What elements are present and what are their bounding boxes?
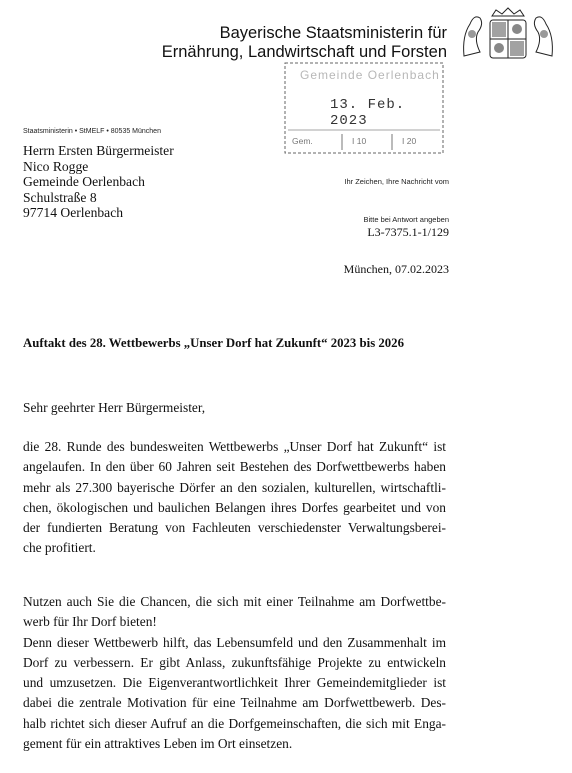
- received-stamp: [284, 62, 444, 154]
- coat-of-arms-icon: [460, 6, 556, 62]
- reply-reference-label: Bitte bei Antwort angeben: [363, 215, 449, 224]
- paragraph-line: werb für Ihr Dorf bieten!: [23, 614, 157, 630]
- salutation: Sehr geehrter Herr Bürgermeister,: [23, 400, 206, 415]
- paragraph-line: che profitiert.: [23, 540, 96, 556]
- address-line: Schulstraße 8: [23, 189, 97, 205]
- address-line: Herrn Ersten Bürgermeister: [23, 143, 174, 158]
- stamp-date: 13. Feb. 2023: [330, 97, 406, 129]
- letter-subject: Auftakt des 28. Wettbewerbs „Unser Dorf hat Zukunft“ 2023 bis 2026: [23, 336, 404, 350]
- paragraph-line: der fundierten Beratung von Fachleuten verschiedenster Verwaltungsberei-: [23, 520, 446, 536]
- stamp-cell-3: I 20: [402, 136, 417, 146]
- paragraph-line: gement für ein attraktives Leben im Ort einsetzen.: [23, 736, 293, 752]
- paragraph-line: Denn dieser Wettbewerb hilft, das Lebensumfeld und den Zusammenhalt im: [23, 634, 446, 650]
- sender-line: Staatsministerin • StMELF • 80535 München: [23, 128, 161, 135]
- recipient-address: [23, 143, 174, 221]
- address-line: 97714 Oerlenbach: [23, 205, 124, 221]
- address-line: Gemeinde Oerlenbach: [23, 174, 145, 190]
- paragraph-line: angelaufen. In den über 60 Jahren seit Bestehen des Dorfwettbewerbs haben: [23, 459, 446, 475]
- stamp-cell-1: Gem.: [292, 136, 313, 146]
- stamp-municipality: Gemeinde Oerlenbach: [300, 68, 440, 82]
- paragraph-line: halb richtet sich dieser Aufruf an die Dorfgemeinschaften, die sich mit Enga-: [23, 715, 446, 731]
- ministry-name: [162, 24, 447, 62]
- paragraph-line: Nutzen auch Sie die Chancen, die sich mit einer Teilnahme am Dorfwettbe-: [23, 594, 446, 609]
- paragraph-line: und umzusetzen. Die Eigenverantwortlichkeit Ihrer Gemeindemitglieder ist: [23, 675, 446, 691]
- address-line: Nico Rogge: [23, 158, 89, 174]
- stamp-cell-2: I 10: [352, 136, 367, 146]
- letter-date: München, 07.02.2023: [343, 262, 449, 276]
- reference-number: L3-7375.1-1/129: [367, 225, 449, 239]
- paragraph-line: mehr als 27.300 bayerische Dörfer an den sozialen, kulturellen, wirtschaftli-: [23, 479, 446, 495]
- ministry-line-1: Bayerische Staatsministerin für: [219, 24, 447, 42]
- paragraph-line: chen, ökologischen und baulichen Belangen ihres Dorfes gearbeitet und von: [23, 499, 446, 515]
- your-reference-label: Ihr Zeichen, Ihre Nachricht vom: [344, 177, 449, 186]
- body-paragraph-2: [23, 592, 446, 754]
- paragraph-line: die 28. Runde des bundesweiten Wettbewerbs „Unser Dorf hat Zukunft“ ist: [23, 439, 446, 454]
- paragraph-line: dabei die zentrale Motivation für eine Teilnahme am Dorfwettbewerb. Des-: [23, 695, 446, 711]
- paragraph-line: Dorf zu verbessern. Er gibt Anlass, zukunftsfähige Projekte zu entwickeln: [23, 654, 446, 670]
- body-paragraph-1: [23, 437, 446, 559]
- ministry-line-2: Ernährung, Landwirtschaft und Forsten: [161, 43, 447, 61]
